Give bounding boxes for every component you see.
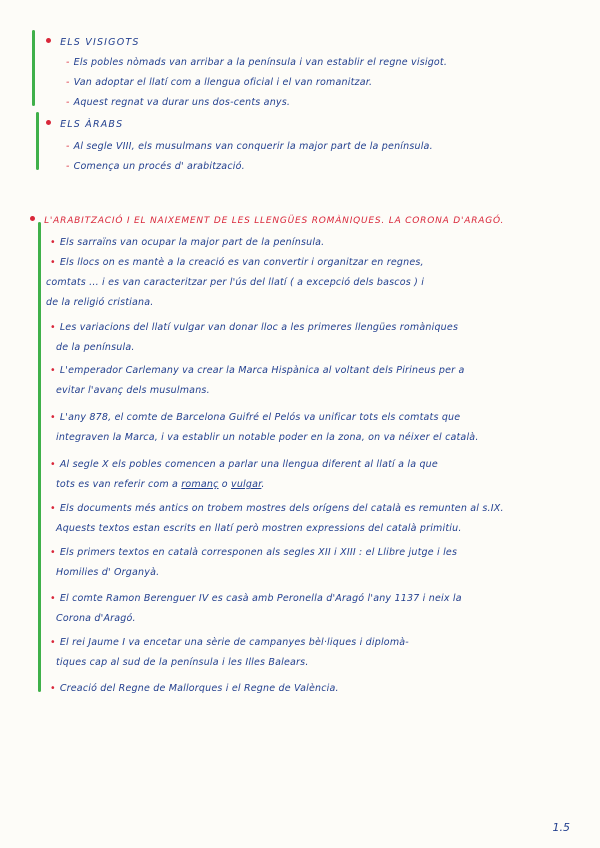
visigots-item-text: Aquest regnat va durar uns dos-cents anys. xyxy=(73,97,291,108)
item-continuation xyxy=(46,290,153,309)
arabitzacio-heading-row xyxy=(30,208,504,227)
item-continuation xyxy=(56,472,265,491)
list-item: • L'emperador Carlemany va crear la Marca Hispànica al voltant dels Pirineus per a xyxy=(50,365,465,376)
item-line: integraven la Marca, i va establir un notable poder en la zona, on va néixer el català. xyxy=(56,432,479,443)
arabs-heading-row xyxy=(46,112,123,131)
item-line: tots es van referir com a romanç o vulgar. xyxy=(56,479,265,490)
item-line: El rei Jaume I va encetar una sèrie de campanyes bèl·liques i diplomà- xyxy=(59,637,409,648)
item-line: Creació del Regne de Mallorques i el Regne de València. xyxy=(59,683,339,694)
list-item: - Aquest regnat va durar uns dos-cents anys. xyxy=(66,97,291,108)
arabs-heading: ELS ÀRABS xyxy=(60,119,124,130)
item-continuation xyxy=(56,606,136,625)
item-continuation xyxy=(56,425,479,444)
list-item: • L'any 878, el comte de Barcelona Guifré el Pelós va unificar tots els comtats que xyxy=(50,412,461,423)
section-bracket-arabitzacio xyxy=(38,222,41,692)
section-bracket-visigots xyxy=(32,30,35,106)
visigots-heading: ELS VISIGOTS xyxy=(60,37,140,48)
list-item: • Creació del Regne de Mallorques i el Regne de València. xyxy=(50,683,339,694)
bullet-dot xyxy=(30,216,35,221)
section-bracket-arabs xyxy=(36,112,39,170)
visigots-item-text: Els pobles nòmads van arribar a la península i van establir el regne visigot. xyxy=(73,57,448,68)
item-line: Les variacions del llatí vulgar van donar lloc a les primeres llengües romàniques xyxy=(59,322,459,333)
underlined-word: vulgar xyxy=(231,479,262,490)
list-item: - Comença un procés d' arabització. xyxy=(66,161,245,172)
list-item: • Els primers textos en català corresponen als segles XII i XIII : el Llibre jutge i les xyxy=(50,547,458,558)
item-line: Els llocs on es mantè a la creació es van convertir i organitzar en regnes, xyxy=(59,257,424,268)
item-line: Homilies d' Organyà. xyxy=(56,567,160,578)
item-line: tiques cap al sud de la península i les Illes Balears. xyxy=(56,657,309,668)
item-line: Aquests textos estan escrits en llatí però mostren expressions del català primitiu. xyxy=(56,523,462,534)
item-line: Els sarraïns van ocupar la major part de la península. xyxy=(59,237,325,248)
item-continuation xyxy=(56,516,462,535)
list-item: • Els sarraïns van ocupar la major part de la península. xyxy=(50,237,325,248)
list-item: • Les variacions del llatí vulgar van donar lloc a les primeres llengües romàniques xyxy=(50,322,459,333)
list-item: • Els documents més antics on trobem mostres dels orígens del català es remunten al s.IX. xyxy=(50,503,504,514)
arabitzacio-heading: L'ARABITZACIÓ I EL NAIXEMENT DE LES LLENGÜES ROMÀNIQUES. LA CORONA D'ARAGÓ. xyxy=(44,216,505,226)
visigots-heading-row xyxy=(46,30,140,49)
item-line: Els primers textos en català corresponen als segles XII i XIII : el Llibre jutge i les xyxy=(59,547,458,558)
visigots-item-text: Van adoptar el llatí com a llengua oficial i el van romanitzar. xyxy=(73,77,373,88)
item-line: comtats ... i es van caracteritzar per l'ús del llatí ( a excepció dels bascos ) i xyxy=(46,277,425,288)
item-continuation xyxy=(46,270,424,289)
bullet-dot xyxy=(46,38,51,43)
list-item: • Al segle X els pobles comencen a parlar una llengua diferent al llatí a la que xyxy=(50,459,438,470)
item-continuation xyxy=(56,378,210,397)
list-item: • El rei Jaume I va encetar una sèrie de campanyes bèl·liques i diplomà- xyxy=(50,637,409,648)
item-line: Els documents més antics on trobem mostres dels orígens del català es remunten al s.IX. xyxy=(59,503,504,514)
item-line: de la península. xyxy=(56,342,135,353)
list-item: • El comte Ramon Berenguer IV es casà amb Peronella d'Aragó l'any 1137 i neix la xyxy=(50,593,462,604)
underlined-word: romanç xyxy=(181,479,219,490)
item-continuation xyxy=(56,335,135,354)
list-item: - Van adoptar el llatí com a llengua oficial i el van romanitzar. xyxy=(66,77,373,88)
arabs-item-text: Comença un procés d' arabització. xyxy=(73,161,245,172)
item-line: Al segle X els pobles comencen a parlar una llengua diferent al llatí a la que xyxy=(59,459,438,470)
item-line: de la religió cristiana. xyxy=(46,297,154,308)
item-continuation xyxy=(56,650,309,669)
item-line: Corona d'Aragó. xyxy=(56,613,136,624)
item-continuation xyxy=(56,560,159,579)
list-item: - Els pobles nòmads van arribar a la península i van establir el regne visigot. xyxy=(66,57,448,68)
list-item: • Els llocs on es mantè a la creació es van convertir i organitzar en regnes, xyxy=(50,257,424,268)
item-line: evitar l'avanç dels musulmans. xyxy=(56,385,210,396)
page-number: 1.5 xyxy=(552,821,570,834)
item-line: L'any 878, el comte de Barcelona Guifré el Pelós va unificar tots els comtats que xyxy=(59,412,461,423)
item-line: El comte Ramon Berenguer IV es casà amb Peronella d'Aragó l'any 1137 i neix la xyxy=(59,593,462,604)
bullet-dot xyxy=(46,120,51,125)
arabs-item-text: Al segle VIII, els musulmans van conquerir la major part de la península. xyxy=(73,141,433,152)
list-item: - Al segle VIII, els musulmans van conquerir la major part de la península. xyxy=(66,141,433,152)
item-line: L'emperador Carlemany va crear la Marca Hispànica al voltant dels Pirineus per a xyxy=(59,365,465,376)
